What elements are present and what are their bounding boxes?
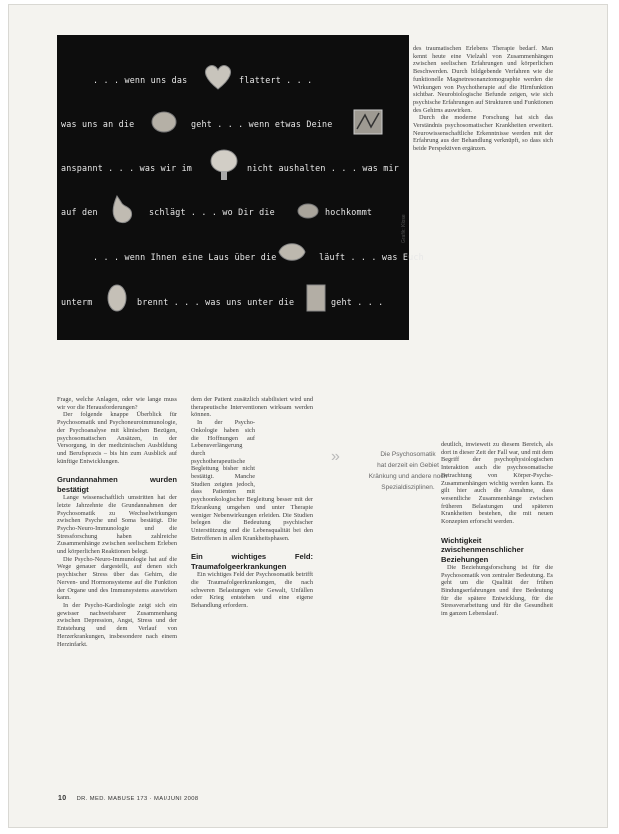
paragraph: Der folgende knappe Überblick für Psychosomatik und Psychoneuroimmunologie, der Psychoanalyse mit klinischen Bezügen, psychosomatischen Ansätzen, in der Versorgung, in der medizinischen Ausbildung und Berufspraxis – bis hin zum Ausblick auf künftige Entwicklungen. [57, 411, 177, 465]
page-number: 10 [58, 795, 67, 802]
issue-info: DR. MED. MABUSE 173 · MAI/JUNI 2008 [76, 796, 199, 802]
column-2 [191, 396, 313, 788]
paragraph: deutlich, inwieweit zu diesem Bereich, als dort in dieser Zeit der Fall war, und mit dem Begriff der psychophysiologischen Interaktion auch die psychosomatische Betrachtung von Körper-Psyche-Zusammenhängen wichtig werden kann. Es gilt hier auch die Annahme, dass wesentliche Zusammenhänge zwischen früheren Belastungen und späteren Krankheiten bestehen, die mit neuen Konzepten erforscht werden. [441, 441, 553, 526]
paragraph: Die Beziehungsforschung ist für die Psychosomatik von zentraler Bedeutung. Es geht um die Qualität der frühen Bindungserfahrungen und ihre Bedeutung für die spätere Entwicklung, für die Stressverarbeitung und für die Gesundheit im ganzen Lebenslauf. [441, 563, 553, 618]
image-credit: Grafik: Klose [401, 214, 407, 243]
artwork-text: brennt . . . was uns unter die [137, 297, 295, 307]
heart-icon [201, 61, 235, 91]
gall-icon [295, 201, 321, 221]
pull-quote-line: hat derzeit ein Gebiet [377, 462, 439, 469]
paragraph: Frage, welche Anlagen, oder wie lange muss wir vor die Herausforderungen? [57, 396, 177, 411]
pull-quote-line: Spezialdisziplinen. [381, 484, 435, 491]
paragraph: Durch die moderne Forschung hat sich das Verständnis psychosomatischer Krankheiten erweitert. Neurowissenschaftliche Erkenntnisse werden mit der Erfahrung aus der Behandlung verknüpft, so dass sich beide Perspektiven ergänzen. [413, 114, 553, 153]
paragraph: In der Psycho-Kardiologie zeigt sich ein gewisser nachweisbarer Zusammenhang zwischen Depression, Angst, Stress und der Entstehung und dem Verlauf von Herzerkrankungen, insbesondere nach einem Herzinfarkt. [57, 601, 177, 648]
artwork-text: flattert . . . [239, 75, 313, 85]
paragraph: In der Psycho-Onkologie haben sich die Hoffnungen auf Lebensverlängerung durch psychotherapeutische Begleitung bisher nicht bestätigt. Manche Studien zeigten jedoch, dass Patienten mit psychoonkologischer Begleitung besser mit der Erkrankung umgehen und unter Therapie weniger Nebenwirkungen erleiden. Die Studien belegen die Bedeutung psychischer Unterstützung und die Lebensqualität bei den Betroffenen in allen Krankheitsphasen. [191, 419, 313, 542]
pull-quote-line: Kränkung und andere noch [368, 473, 448, 480]
cover-artwork [57, 35, 424, 340]
callout-cutout [255, 419, 313, 489]
section-heading: Wichtigkeit zwischenmenschlicher Beziehungen [441, 535, 524, 564]
artwork-text: . . . wenn uns das [93, 75, 188, 85]
paragraph: des traumatischen Erlebens Therapie bedarf. Man kennt heute eine Vielzahl von Zusammenhängen zwischen seelischen Erfahrungen und körperlichen Beschwerden. Durch bildgebende Verfahren wie die funktionelle Magnetresonanztomographie werden die Wirkungen von Psychotherapie auf die Hirnfunktion sichtbar. Neurobiologische Befunde zeigen, wie sich psychische Erfahrungen auf Strukturen und Funktionen des Gehirns auswirken. [413, 45, 553, 114]
stomach-icon [107, 193, 137, 227]
callout-mark: » [331, 448, 340, 465]
column-4 [441, 441, 553, 789]
artwork-text: schlägt . . . wo Dir die [149, 207, 275, 217]
paragraph: Ein wichtiges Feld der Psychosomatik betrifft die Traumafolgeerkrankungen, die nach schweren Belastungen wie Gewalt, Unfällen oder Krieg entstehen und eine eigene Behandlung erfordern. [191, 571, 313, 609]
skin-patch-icon [303, 281, 329, 315]
kidney-icon [149, 109, 179, 135]
bladder-icon [103, 281, 131, 315]
artwork-text: anspannt . . . was wir im [61, 163, 193, 173]
paragraph: dem der Patient zusätzlich stabilisiert wird und therapeutische Interventionen wirksam werden können. [191, 396, 313, 419]
section-heading: Grundannahmen wurden bestätigt [57, 475, 177, 494]
paragraph: Die Psycho-Neuro-Immunologie hat auf die Wege genauer dargestellt, auf denen sich psychischer Stress über das Gehirn, die Nerven- und Hormonsysteme auf die Funktion der Organe und des Immunsystems auswirken kann. [57, 555, 177, 602]
artwork-text: läuft . . . was Euch [319, 252, 424, 262]
paragraph: Lange wissenschaftlich umstritten hat der letzte Jahrzehnte die Grundannahmen der Psychosomatik zu Wechselwirkungen zwischen Psyche und Soma bestätigt. Die Psycho-Neuro-Immunologie und die Stressforschung haben zahlreiche Zusammenhänge zwischen seelischem Erleben und körperlichen Reaktionen belegt. [57, 494, 177, 556]
artwork-text: hochkommt [325, 207, 373, 217]
artwork-text: . . . wenn Ihnen eine Laus über die [93, 252, 277, 262]
nerve-icon [351, 107, 385, 137]
column-3 [413, 45, 553, 435]
section-heading: Ein wichtiges Feld: Traumafolgeerkrankungen [191, 552, 313, 571]
artwork-text: nicht aushalten . . . was mir [247, 163, 400, 173]
brain-icon [207, 147, 241, 181]
artwork-text: geht . . . wenn etwas Deine [191, 119, 333, 129]
artwork-text: auf den [61, 207, 98, 217]
pull-quote-line: Die Psychosomatik [380, 451, 436, 458]
page-footer [58, 795, 199, 802]
artwork-text: geht . . . [331, 297, 384, 307]
artwork-text: unterm [61, 297, 93, 307]
skin-icon [275, 237, 309, 267]
artwork-text: was uns an die [61, 119, 135, 129]
magazine-page [8, 4, 608, 828]
column-1 [57, 396, 177, 788]
